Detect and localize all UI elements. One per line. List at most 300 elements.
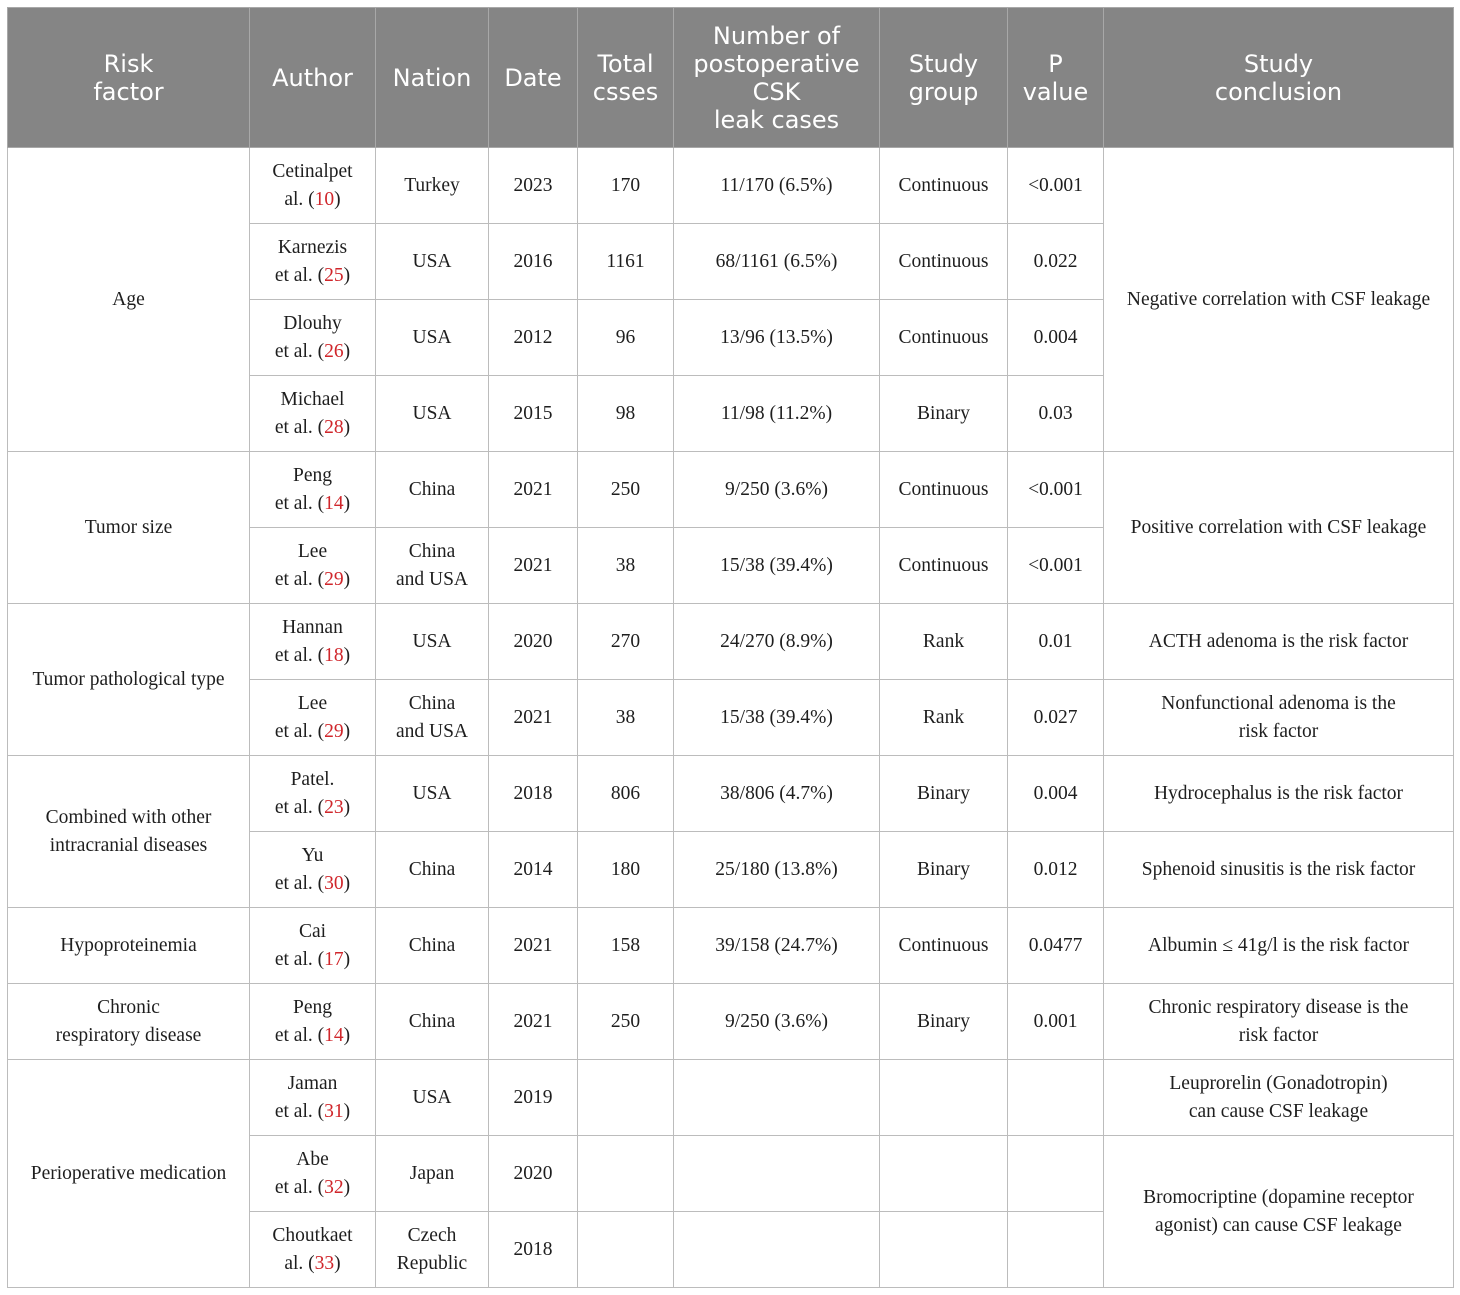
nation-text-line: Republic (396, 1252, 468, 1274)
date-cell: 2021 (489, 984, 578, 1060)
leak-cases-cell: 15/38 (39.4%) (674, 528, 880, 604)
header-total-cases-text (582, 50, 669, 106)
leak-cases-cell: 24/270 (8.9%) (674, 604, 880, 680)
author-line: et al. (18) (274, 644, 351, 666)
risk-factor-cell (8, 452, 250, 604)
header-nation-text-line: Nation (392, 63, 472, 92)
author-line: Lee (297, 692, 328, 714)
study-group-cell: Binary (880, 756, 1008, 832)
nation-cell (376, 908, 489, 984)
leak-cases-cell: 25/180 (13.8%) (674, 832, 880, 908)
nation-text (382, 172, 482, 200)
author-line: Peng (293, 996, 332, 1018)
header-author-text-line: Author (272, 63, 353, 92)
conclusion-cell (1104, 832, 1454, 908)
conclusion-text (1110, 1070, 1447, 1126)
leak-cases-cell: 11/98 (11.2%) (674, 376, 880, 452)
study-group-cell: Binary (880, 376, 1008, 452)
p-value-cell: 0.001 (1008, 984, 1104, 1060)
leak-cases-cell (674, 1212, 880, 1288)
risk-factor-cell (8, 756, 250, 908)
nation-text (382, 476, 482, 504)
author-cell (250, 984, 376, 1060)
p-value-cell: 0.004 (1008, 756, 1104, 832)
date-cell: 2021 (489, 908, 578, 984)
date-cell: 2023 (489, 148, 578, 224)
date-cell: 2018 (489, 1212, 578, 1288)
p-value-cell (1008, 1212, 1104, 1288)
date-cell: 2020 (489, 1136, 578, 1212)
nation-cell (376, 604, 489, 680)
nation-text-line: Japan (409, 1162, 455, 1184)
risk-factor-text (14, 286, 243, 314)
author-text (256, 234, 369, 290)
nation-cell (376, 452, 489, 528)
header-row (8, 8, 1454, 148)
reference-link[interactable]: 29 (324, 720, 344, 742)
nation-text (382, 1008, 482, 1036)
leak-cases-cell: 9/250 (3.6%) (674, 984, 880, 1060)
risk-factor-text-line: intracranial diseases (49, 834, 208, 856)
p-value-cell: 0.004 (1008, 300, 1104, 376)
reference-link[interactable]: 26 (324, 340, 344, 362)
author-line: Abe (296, 1148, 329, 1170)
reference-link[interactable]: 10 (314, 188, 335, 210)
study-group-cell: Continuous (880, 452, 1008, 528)
date-cell: 2021 (489, 528, 578, 604)
table-body (8, 148, 1454, 1288)
nation-text (382, 932, 482, 960)
header-p-value-text-line: value (1022, 77, 1089, 106)
total-cases-cell: 170 (578, 148, 674, 224)
date-cell: 2019 (489, 1060, 578, 1136)
author-line: Hannan (282, 616, 343, 638)
nation-text-line: USA (412, 402, 452, 424)
author-line: Choutkaet (272, 1224, 353, 1246)
author-line: Peng (293, 464, 332, 486)
header-study-group (880, 8, 1008, 148)
nation-text-line: USA (412, 250, 452, 272)
p-value-cell (1008, 1136, 1104, 1212)
author-cell (250, 908, 376, 984)
conclusion-text (1110, 690, 1447, 746)
risk-factor-text-line: Perioperative medication (30, 1162, 227, 1184)
leak-cases-cell: 15/38 (39.4%) (674, 680, 880, 756)
nation-cell (376, 1060, 489, 1136)
conclusion-cell (1104, 604, 1454, 680)
nation-text-line: USA (412, 326, 452, 348)
p-value-cell (1008, 1060, 1104, 1136)
conclusion-text-line: can cause CSF leakage (1188, 1100, 1369, 1122)
total-cases-cell: 270 (578, 604, 674, 680)
conclusion-text (1110, 1184, 1447, 1240)
header-leak-cases-text-line: Number of (712, 21, 841, 50)
date-cell: 2021 (489, 452, 578, 528)
study-group-cell (880, 1060, 1008, 1136)
leak-cases-cell: 11/170 (6.5%) (674, 148, 880, 224)
total-cases-cell: 1161 (578, 224, 674, 300)
date-cell: 2012 (489, 300, 578, 376)
author-text (256, 1222, 369, 1278)
total-cases-cell: 98 (578, 376, 674, 452)
p-value-cell: 0.01 (1008, 604, 1104, 680)
author-line: et al. (31) (274, 1100, 351, 1122)
nation-text-line: China (408, 692, 456, 714)
reference-link[interactable]: 14 (324, 1024, 344, 1046)
study-group-cell: Binary (880, 984, 1008, 1060)
author-cell (250, 1136, 376, 1212)
table-row (8, 1060, 1454, 1136)
reference-link[interactable]: 17 (324, 948, 344, 970)
reference-link[interactable]: 31 (324, 1100, 344, 1122)
study-group-cell: Rank (880, 604, 1008, 680)
header-total-cases-text-line: Total (597, 49, 654, 78)
conclusion-cell (1104, 148, 1454, 452)
nation-text-line: China (408, 858, 456, 880)
reference-link[interactable]: 33 (314, 1252, 335, 1274)
conclusion-text-line: Sphenoid sinusitis is the risk factor (1141, 858, 1416, 880)
author-line: Lee (297, 540, 328, 562)
author-line: Yu (301, 844, 324, 866)
conclusion-text-line: Hydrocephalus is the risk factor (1153, 782, 1404, 804)
author-cell (250, 452, 376, 528)
leak-cases-cell (674, 1060, 880, 1136)
nation-cell (376, 1212, 489, 1288)
reference-link[interactable]: 14 (324, 492, 344, 514)
nation-text-line: USA (412, 630, 452, 652)
reference-link[interactable]: 18 (324, 644, 344, 666)
author-line: et al. (32) (274, 1176, 351, 1198)
nation-text-line: Turkey (404, 174, 460, 196)
header-author-text (254, 64, 371, 92)
leak-cases-cell: 68/1161 (6.5%) (674, 224, 880, 300)
conclusion-cell (1104, 680, 1454, 756)
author-text (256, 462, 369, 518)
author-text (256, 1146, 369, 1202)
study-group-cell: Rank (880, 680, 1008, 756)
risk-factor-table (7, 7, 1454, 1288)
risk-factor-text-line: Hypoproteinemia (60, 934, 197, 956)
author-cell (250, 1212, 376, 1288)
nation-text-line: USA (412, 1086, 452, 1108)
header-study-conclusion-text (1108, 50, 1449, 106)
p-value-cell: 0.0477 (1008, 908, 1104, 984)
author-text (256, 310, 369, 366)
risk-factor-text-line: Tumor pathological type (32, 668, 225, 690)
risk-factor-cell (8, 984, 250, 1060)
total-cases-cell: 806 (578, 756, 674, 832)
header-date-text-line: Date (504, 63, 562, 92)
author-text (256, 386, 369, 442)
nation-text (382, 1160, 482, 1188)
date-cell: 2015 (489, 376, 578, 452)
conclusion-text-line: Nonfunctional adenoma is the (1161, 692, 1396, 714)
risk-factor-text (14, 514, 243, 542)
author-text (256, 614, 369, 670)
total-cases-cell: 250 (578, 452, 674, 528)
conclusion-cell (1104, 908, 1454, 984)
conclusion-text-line: Positive correlation with CSF leakage (1130, 516, 1427, 538)
risk-factor-text-line: Combined with other (45, 806, 212, 828)
conclusion-text (1110, 856, 1447, 884)
nation-text-line: and USA (395, 568, 469, 590)
conclusion-cell (1104, 1136, 1454, 1288)
risk-factor-text (14, 1160, 243, 1188)
risk-factor-text-line: Chronic (97, 996, 160, 1018)
p-value-cell: <0.001 (1008, 528, 1104, 604)
conclusion-text-line: Chronic respiratory disease is the (1148, 996, 1409, 1018)
total-cases-cell: 180 (578, 832, 674, 908)
author-text (256, 766, 369, 822)
nation-text (382, 400, 482, 428)
nation-text (382, 1084, 482, 1112)
header-study-conclusion (1104, 8, 1454, 148)
header-study-conclusion-text-line: conclusion (1214, 77, 1343, 106)
nation-text (382, 248, 482, 276)
author-line: Cetinalpet (272, 160, 353, 182)
author-cell (250, 756, 376, 832)
header-leak-cases-text-line: leak cases (713, 105, 840, 134)
author-line: et al. (25) (274, 264, 351, 286)
author-line: et al. (14) (274, 1024, 351, 1046)
conclusion-cell (1104, 984, 1454, 1060)
header-study-conclusion-text-line: Study (1243, 49, 1314, 78)
risk-factor-text (14, 994, 243, 1050)
header-leak-cases (674, 8, 880, 148)
conclusion-cell (1104, 756, 1454, 832)
nation-text-line: Czech (407, 1224, 457, 1246)
author-line: al. (10) (284, 188, 341, 210)
header-nation-text (380, 64, 484, 92)
header-risk-factor-text-line: Risk (103, 49, 154, 78)
author-line: et al. (29) (274, 720, 351, 742)
author-cell (250, 528, 376, 604)
risk-factor-text-line: respiratory disease (55, 1024, 202, 1046)
nation-text-line: and USA (395, 720, 469, 742)
author-line: et al. (28) (274, 416, 351, 438)
reference-link[interactable]: 23 (324, 796, 344, 818)
nation-text (382, 628, 482, 656)
header-date-text (493, 64, 573, 92)
risk-factor-text (14, 932, 243, 960)
nation-cell (376, 148, 489, 224)
conclusion-text-line: risk factor (1238, 720, 1319, 742)
total-cases-cell: 158 (578, 908, 674, 984)
total-cases-cell (578, 1212, 674, 1288)
risk-factor-cell (8, 1060, 250, 1288)
total-cases-cell: 96 (578, 300, 674, 376)
reference-link[interactable]: 25 (324, 264, 344, 286)
conclusion-text (1110, 932, 1447, 960)
author-cell (250, 224, 376, 300)
conclusion-text (1110, 514, 1447, 542)
table-row (8, 452, 1454, 528)
leak-cases-cell: 38/806 (4.7%) (674, 756, 880, 832)
author-cell (250, 832, 376, 908)
total-cases-cell: 38 (578, 528, 674, 604)
risk-factor-text (14, 804, 243, 860)
nation-text-line: China (408, 1010, 456, 1032)
header-total-cases-text-line: csses (592, 77, 659, 106)
nation-text (382, 324, 482, 352)
author-line: et al. (23) (274, 796, 351, 818)
study-group-cell: Continuous (880, 528, 1008, 604)
p-value-cell: 0.03 (1008, 376, 1104, 452)
p-value-cell: 0.012 (1008, 832, 1104, 908)
nation-cell (376, 1136, 489, 1212)
author-line: Cai (298, 920, 327, 942)
nation-cell (376, 300, 489, 376)
date-cell: 2018 (489, 756, 578, 832)
author-cell (250, 680, 376, 756)
conclusion-text-line: risk factor (1238, 1024, 1319, 1046)
author-cell (250, 148, 376, 224)
risk-factor-text-line: Age (112, 288, 145, 310)
risk-factor-text (14, 666, 243, 694)
author-text (256, 994, 369, 1050)
author-line: Michael (280, 388, 345, 410)
conclusion-text (1110, 780, 1447, 808)
table-row (8, 984, 1454, 1060)
nation-cell (376, 376, 489, 452)
study-group-cell (880, 1212, 1008, 1288)
reference-link[interactable]: 32 (324, 1176, 344, 1198)
header-total-cases (578, 8, 674, 148)
risk-factor-cell (8, 604, 250, 756)
header-study-group-text (884, 50, 1003, 106)
nation-cell (376, 528, 489, 604)
p-value-cell: 0.027 (1008, 680, 1104, 756)
header-date (489, 8, 578, 148)
table-row (8, 148, 1454, 224)
leak-cases-cell: 9/250 (3.6%) (674, 452, 880, 528)
reference-link[interactable]: 30 (324, 872, 344, 894)
header-risk-factor-text-line: factor (93, 77, 164, 106)
conclusion-text-line: Bromocriptine (dopamine receptor (1143, 1186, 1414, 1208)
total-cases-cell (578, 1060, 674, 1136)
nation-text-line: China (408, 540, 456, 562)
author-text (256, 918, 369, 974)
total-cases-cell (578, 1136, 674, 1212)
author-line: et al. (26) (274, 340, 351, 362)
nation-cell (376, 832, 489, 908)
study-group-cell: Continuous (880, 908, 1008, 984)
p-value-cell: <0.001 (1008, 148, 1104, 224)
author-text (256, 538, 369, 594)
table-row (8, 908, 1454, 984)
author-line: Patel. (290, 768, 335, 790)
header-leak-cases-text (678, 22, 875, 134)
conclusion-text-line: agonist) can cause CSF leakage (1155, 1214, 1402, 1236)
reference-link[interactable]: 28 (324, 416, 344, 438)
risk-factor-text-line: Tumor size (84, 516, 173, 538)
conclusion-text (1110, 628, 1447, 656)
conclusion-text-line: Leuprorelin (Gonadotropin) (1169, 1072, 1388, 1094)
reference-link[interactable]: 29 (324, 568, 344, 590)
author-cell (250, 376, 376, 452)
date-cell: 2016 (489, 224, 578, 300)
author-line: et al. (30) (274, 872, 351, 894)
leak-cases-cell: 13/96 (13.5%) (674, 300, 880, 376)
risk-factor-cell (8, 148, 250, 452)
header-leak-cases-text-line: postoperative (693, 49, 860, 78)
total-cases-cell: 38 (578, 680, 674, 756)
date-cell: 2021 (489, 680, 578, 756)
study-group-cell: Continuous (880, 148, 1008, 224)
author-line: Karnezis (277, 236, 348, 258)
author-cell (250, 1060, 376, 1136)
conclusion-text (1110, 994, 1447, 1050)
nation-text (382, 780, 482, 808)
header-p-value-text-line: P (1048, 49, 1063, 78)
nation-text (382, 538, 482, 594)
author-line: et al. (14) (274, 492, 351, 514)
author-line: Jaman (287, 1072, 338, 1094)
table-row (8, 604, 1454, 680)
total-cases-cell: 250 (578, 984, 674, 1060)
author-cell (250, 604, 376, 680)
nation-text (382, 690, 482, 746)
conclusion-cell (1104, 452, 1454, 604)
leak-cases-cell (674, 1136, 880, 1212)
header-leak-cases-text-line: CSK (752, 77, 801, 106)
author-line: et al. (17) (274, 948, 351, 970)
p-value-cell: 0.022 (1008, 224, 1104, 300)
leak-cases-cell: 39/158 (24.7%) (674, 908, 880, 984)
nation-cell (376, 984, 489, 1060)
header-study-group-text-line: group (908, 77, 979, 106)
study-group-cell: Binary (880, 832, 1008, 908)
risk-factor-cell (8, 908, 250, 984)
author-line: Dlouhy (283, 312, 342, 334)
conclusion-text-line: ACTH adenoma is the risk factor (1148, 630, 1409, 652)
conclusion-text-line: Albumin ≤ 41g/l is the risk factor (1148, 934, 1409, 956)
study-group-cell (880, 1136, 1008, 1212)
conclusion-text-line: Negative correlation with CSF leakage (1126, 288, 1431, 310)
header-p-value-text (1012, 50, 1099, 106)
nation-text-line: China (408, 478, 456, 500)
header-risk-factor-text (12, 50, 245, 106)
conclusion-cell (1104, 1060, 1454, 1136)
author-text (256, 842, 369, 898)
author-text (256, 158, 369, 214)
author-line: et al. (29) (274, 568, 351, 590)
study-group-cell: Continuous (880, 300, 1008, 376)
conclusion-text (1110, 286, 1447, 314)
nation-cell (376, 680, 489, 756)
nation-cell (376, 756, 489, 832)
nation-cell (376, 224, 489, 300)
header-nation (376, 8, 489, 148)
date-cell: 2020 (489, 604, 578, 680)
nation-text (382, 1222, 482, 1278)
study-group-cell: Continuous (880, 224, 1008, 300)
p-value-cell: <0.001 (1008, 452, 1104, 528)
nation-text (382, 856, 482, 884)
table-row (8, 756, 1454, 832)
author-text (256, 690, 369, 746)
author-cell (250, 300, 376, 376)
header-p-value (1008, 8, 1104, 148)
author-line: al. (33) (284, 1252, 341, 1274)
nation-text-line: USA (412, 782, 452, 804)
author-text (256, 1070, 369, 1126)
header-risk-factor (8, 8, 250, 148)
date-cell: 2014 (489, 832, 578, 908)
header-study-group-text-line: Study (908, 49, 979, 78)
nation-text-line: China (408, 934, 456, 956)
header-author (250, 8, 376, 148)
